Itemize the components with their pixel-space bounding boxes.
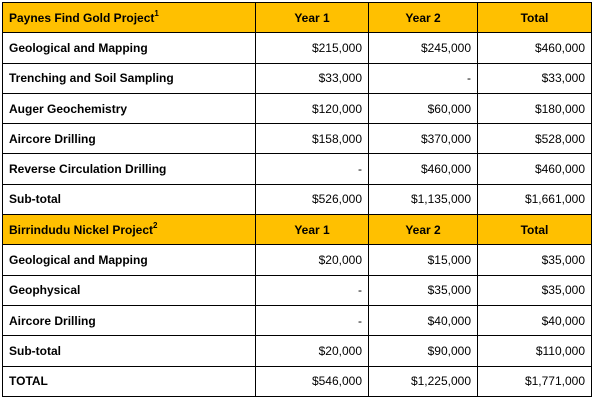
cell-year1: -: [256, 154, 369, 184]
row-label: Aircore Drilling: [3, 124, 256, 154]
column-header-year1: Year 1: [256, 215, 369, 245]
cell-total: $528,000: [478, 124, 592, 154]
cell-year1: $120,000: [256, 93, 369, 123]
table-row: [3, 93, 592, 123]
section-header-paynes-find: [3, 3, 592, 33]
table-row: [3, 124, 592, 154]
cell-year1: $20,000: [256, 336, 369, 366]
footnote-marker: 2: [153, 220, 158, 230]
cell-total: $1,661,000: [478, 184, 592, 214]
cell-total: $33,000: [478, 63, 592, 93]
cell-year2: $370,000: [369, 124, 478, 154]
column-header-total: Total: [478, 215, 592, 245]
cell-year1: $158,000: [256, 124, 369, 154]
cell-year2: $40,000: [369, 305, 478, 335]
cell-total: $460,000: [478, 33, 592, 63]
cell-total: $35,000: [478, 275, 592, 305]
cell-year1: -: [256, 275, 369, 305]
cell-total: $1,771,000: [478, 366, 592, 396]
row-label: Geophysical: [3, 275, 256, 305]
table-row: [3, 245, 592, 275]
table-row: [3, 33, 592, 63]
cell-year1: $20,000: [256, 245, 369, 275]
cell-year2: $1,135,000: [369, 184, 478, 214]
cell-total: $35,000: [478, 245, 592, 275]
row-label: Sub-total: [3, 336, 256, 366]
cell-total: $180,000: [478, 93, 592, 123]
table-row: [3, 275, 592, 305]
cell-year2: -: [369, 63, 478, 93]
section-header-birrindudu: [3, 215, 592, 245]
row-label: Sub-total: [3, 184, 256, 214]
cell-total: $460,000: [478, 154, 592, 184]
section-title: Birrindudu Nickel Project$^2$: [3, 215, 256, 245]
cell-year1: $546,000: [256, 366, 369, 396]
subtotal-row: [3, 184, 592, 214]
row-label: Geological and Mapping: [3, 245, 256, 275]
cell-year2: $1,225,000: [369, 366, 478, 396]
column-header-year2: Year 2: [369, 3, 478, 33]
cell-year2: $35,000: [369, 275, 478, 305]
section-title: Paynes Find Gold Project$^1$: [3, 3, 256, 33]
cell-year2: $460,000: [369, 154, 478, 184]
cell-year2: $15,000: [369, 245, 478, 275]
footnote-marker: 1: [154, 8, 159, 18]
row-label: Aircore Drilling: [3, 305, 256, 335]
grand-total-row: [3, 366, 592, 396]
cell-year2: $90,000: [369, 336, 478, 366]
cell-year1: $215,000: [256, 33, 369, 63]
cell-total: $40,000: [478, 305, 592, 335]
column-header-total: Total: [478, 3, 592, 33]
table-row: [3, 63, 592, 93]
cell-year1: $526,000: [256, 184, 369, 214]
cell-year2: $245,000: [369, 33, 478, 63]
row-label: Geological and Mapping: [3, 33, 256, 63]
subtotal-row: [3, 336, 592, 366]
cell-year2: $60,000: [369, 93, 478, 123]
column-header-year1: Year 1: [256, 3, 369, 33]
row-label: Trenching and Soil Sampling: [3, 63, 256, 93]
cell-year1: $33,000: [256, 63, 369, 93]
row-label: Auger Geochemistry: [3, 93, 256, 123]
table-row: [3, 154, 592, 184]
table-row: [3, 305, 592, 335]
cell-total: $110,000: [478, 336, 592, 366]
cell-year1: -: [256, 305, 369, 335]
exploration-budget-table: [2, 2, 592, 397]
column-header-year2: Year 2: [369, 215, 478, 245]
row-label: Reverse Circulation Drilling: [3, 154, 256, 184]
row-label: TOTAL: [3, 366, 256, 396]
